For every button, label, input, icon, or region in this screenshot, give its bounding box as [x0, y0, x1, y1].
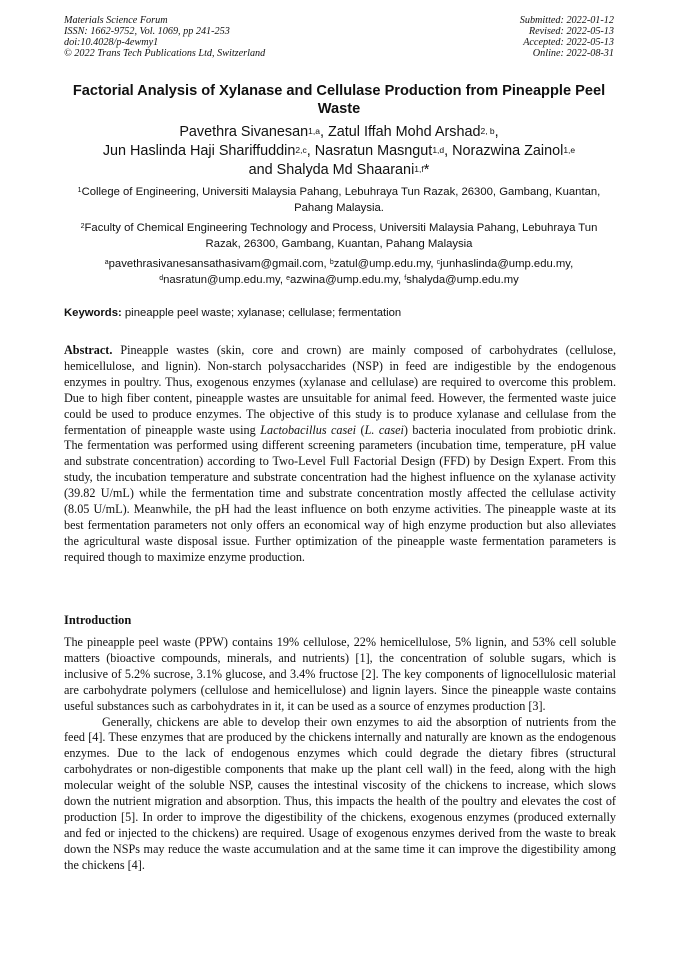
affiliation-sup: 1: [77, 187, 82, 194]
email-link[interactable]: zatul@ump.edu.my,: [333, 258, 437, 270]
journal-info: [64, 15, 265, 59]
abstract: [64, 343, 616, 566]
author-sup: 2,c: [295, 145, 307, 155]
author-sup: 2, b: [480, 126, 495, 136]
email-sup: d: [159, 275, 164, 282]
email-link[interactable]: pavethrasivanesansathasivam@gmail.com,: [108, 258, 330, 270]
author-sup: 1,a: [308, 126, 320, 136]
author-name: Zatul Iffah Mohd Arshad: [327, 124, 481, 140]
paper-title: Factorial Analysis of Xylanase and Cellulase Production from Pineapple Peel Waste: [72, 83, 606, 117]
author-name: Nasratun Masngut: [314, 143, 433, 159]
doi-line: doi:10.4028/p-4ewmy1: [64, 37, 159, 48]
author-sep: *: [423, 162, 430, 178]
section-heading: Introduction: [64, 613, 132, 627]
author-name: and Shalyda Md Shaarani: [248, 162, 415, 178]
author-sup: 1,e: [563, 145, 576, 155]
author-name: Norazwina Zainol: [452, 143, 564, 159]
author-sup: 1,f: [414, 164, 424, 174]
author-sep: ,: [306, 143, 315, 159]
accepted-date: Accepted: 2022-05-13: [523, 37, 614, 48]
online-date: Online: 2022-08-31: [532, 48, 614, 59]
abstract-label: Abstract.: [64, 343, 113, 357]
email-link[interactable]: nasratun@ump.edu.my,: [163, 274, 287, 286]
paragraph: Generally, chickens are able to develop their own enzymes to aid the absorption of nutrients from the feed [4]. These enzymes that are produced by the chickens internally and naturally are known as the endogenous enzymes. Due to the lack of endogenous enzymes which could degrade the dietary fibres (structural carbohydrates or non-digestible components that make up the plant cell wall) in the feed, along with the high molecular weight of the soluble NSP, causes the intestinal viscosity of the chickens to increase, which slows down the nutrient migration and absorption. Thus, this impacts the health of the poultry and elevates the cost of production [5]. In order to improve the digestibility of the chickens, exogenous enzymes (produced externally and fed or injected to the chickens) are required. Usage of exogenous enzymes derived from the waste to break down the NSPs may reduce the waste accumulation and at the same time it can improve the digestibility among the chickens [4].: [64, 714, 616, 872]
email-sup: e: [286, 275, 291, 282]
abstract-text: (: [356, 422, 365, 437]
keywords-label: Keywords:: [64, 307, 122, 319]
copyright-line: © 2022 Trans Tech Publications Ltd, Switzerland: [64, 48, 266, 59]
submission-dates: [520, 15, 614, 59]
keywords-line: [64, 306, 616, 321]
submitted-date: Submitted: 2022-01-12: [519, 15, 614, 26]
email-link[interactable]: azwina@ump.edu.my,: [290, 274, 405, 286]
issn-line: ISSN: 1662-9752, Vol. 1069, pp 241-253: [64, 26, 230, 37]
revised-date: Revised: 2022-05-13: [528, 26, 614, 37]
email-sup: b: [329, 259, 334, 266]
keywords-text: pineapple peel waste; xylanase; cellulase; fermentation: [121, 307, 402, 319]
affiliation-text: Faculty of Chemical Engineering Technology and Process, Universiti Malaysia Pahang, Lebuhraya Tun Razak, 26300, Gambang, Kuantan, Pahang Malaysia: [84, 222, 598, 250]
email-sup: a: [104, 259, 109, 266]
email-sup: f: [404, 275, 407, 282]
affiliation-1: [70, 184, 608, 216]
affiliation-text: College of Engineering, Universiti Malaysia Pahang, Lebuhraya Tun Razak, 26300, Gambang, Kuantan, Pahang Malaysia.: [81, 186, 601, 214]
email-sup: c: [436, 259, 441, 266]
abstract-text: Pineapple wastes (skin, core and crown) are mainly composed of carbohydrates (cellulose, hemicellulose, and lignin). Non-starch polysaccharides (NSP) in feed are indigestible by the endogenous enzymes in poultry. Thus, exogenous enzymes (xylanase and cellulase) are required to overcome this problem. Due to high fiber content, pineapple wastes are unsuitable for animal feed. However, the fermented waste juice could be used to produce enzymes. The objective of this study is to produce xylanase and cellulase from the fermentation of pineapple waste using: [64, 343, 616, 437]
journal-name: Materials Science Forum: [64, 15, 168, 26]
affiliation-2: [70, 220, 608, 252]
author-name: Pavethra Sivanesan: [179, 124, 309, 140]
paragraph: The pineapple peel waste (PPW) contains 19% cellulose, 22% hemicellulose, 5% lignin, and 53% cell soluble matters (bioactive compounds, minerals, and nutrients) [1], the concentration of soluble sugars, which is inclusive of 5.2% sucrose, 3.1% glucose, and 3.4% fructose [2]. The key components of lignocellulosic material are carbohydrate polymers (cellulose and hemicellulose) and lignin layers. Since the pineapple waste contains useful substances such as carbohydrates in it, it can be used as a source of enzymes production [3].: [64, 635, 616, 713]
email-link[interactable]: shalyda@ump.edu.my: [406, 274, 519, 286]
author-sep: ,: [319, 124, 328, 140]
author-emails: [50, 256, 628, 288]
email-link[interactable]: junhaslinda@ump.edu.my,: [440, 258, 574, 270]
abstract-species-short: L. casei: [364, 422, 404, 437]
abstract-text: ) bacteria inoculated from probiotic drink. The fermentation was performed using different screening parameters (incubation time, temperature, pH value and substrate concentration) according to Two-Level Full Factorial Design (FFD) by Design Expert. From this study, the incubation temperature and substrate concentration had the highest influence on the xylanase activity (39.82 U/mL) while the fermentation time and substrate concentration mostly affected the cellulase activity (8.05 U/mL). Meanwhile, the pH had the least influence on both enzyme activities. The pineapple waste at its best fermentation parameters not only offers an economical way of high enzyme production but also alleviates the agricultural waste disposal issue. Further optimization of the pineapple waste fermentation parameters is required though to maximize enzyme production.: [64, 422, 617, 564]
introduction-body: [64, 635, 616, 874]
author-sep: ,: [494, 124, 499, 140]
author-sep: ,: [444, 143, 453, 159]
author-name: Jun Haslinda Haji Shariffuddin: [102, 143, 296, 159]
abstract-species: Lactobacillus casei: [260, 422, 357, 437]
author-sup: 1,d: [432, 145, 445, 155]
author-list: [50, 123, 628, 180]
affiliation-sup: 2: [80, 223, 85, 230]
